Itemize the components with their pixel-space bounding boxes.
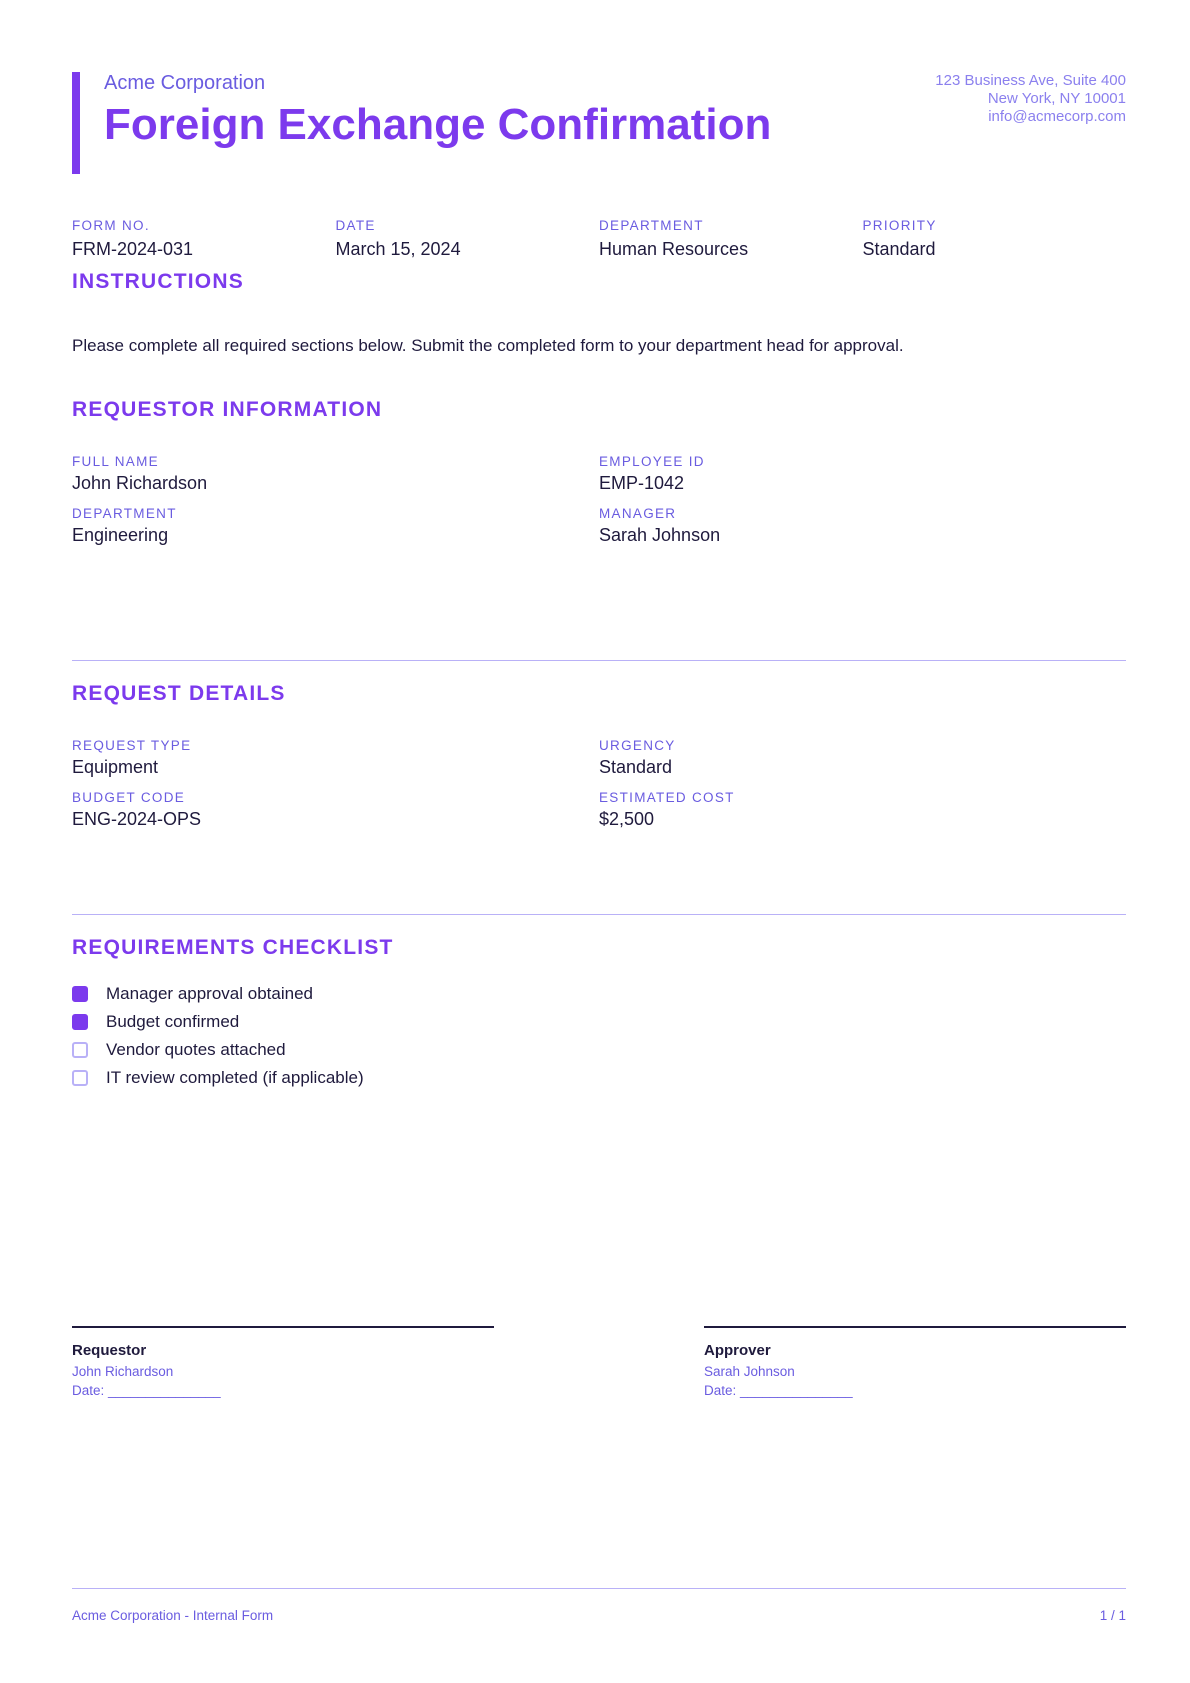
checklist-item xyxy=(72,1008,364,1036)
document-title: Foreign Exchange Confirmation xyxy=(104,100,772,149)
document-header xyxy=(72,72,1126,176)
field-urgency xyxy=(599,738,1126,778)
field-department xyxy=(72,506,599,546)
field-label: REQUEST TYPE xyxy=(72,738,192,753)
address-line-2: New York, NY 10001 xyxy=(987,90,1126,107)
section-divider xyxy=(72,914,1126,915)
company-address xyxy=(935,72,1126,126)
field-manager xyxy=(599,506,1126,546)
signature-role: Requestor xyxy=(72,1342,147,1359)
field-value: Engineering xyxy=(72,525,169,545)
signature-role: Approver xyxy=(704,1342,771,1359)
requestor-heading: REQUESTOR INFORMATION xyxy=(72,398,383,421)
signature-line[interactable] xyxy=(704,1326,1126,1328)
signature-date: Date: _______________ xyxy=(704,1383,853,1398)
field-label: URGENCY xyxy=(599,738,676,753)
request-details-heading: REQUEST DETAILS xyxy=(72,682,286,705)
field-label: MANAGER xyxy=(599,506,677,521)
signature-line[interactable] xyxy=(72,1326,494,1328)
meta-value: March 15, 2024 xyxy=(335,239,461,259)
meta-label: DATE xyxy=(335,218,376,233)
form-page xyxy=(72,0,1126,1683)
field-label: BUDGET CODE xyxy=(72,790,186,805)
meta-date xyxy=(336,218,600,260)
meta-label: PRIORITY xyxy=(862,218,937,233)
field-value: Standard xyxy=(599,757,673,777)
checkbox[interactable] xyxy=(72,1014,88,1030)
checkbox[interactable] xyxy=(72,986,88,1002)
signature-date: Date: _______________ xyxy=(72,1383,221,1398)
page-number: 1 / 1 xyxy=(1099,1608,1126,1623)
instructions-text: Please complete all required sections below. Submit the completed form to your department head for approval. xyxy=(72,336,904,355)
meta-label: DEPARTMENT xyxy=(599,218,704,233)
meta-label: FORM NO. xyxy=(72,218,150,233)
field-full-name xyxy=(72,454,599,494)
signature-name: John Richardson xyxy=(72,1364,174,1379)
field-value: John Richardson xyxy=(72,473,208,493)
field-request-type xyxy=(72,738,599,778)
checklist-item xyxy=(72,980,364,1008)
section-divider xyxy=(72,660,1126,661)
header-accent-bar xyxy=(72,72,80,174)
field-budget-code xyxy=(72,790,599,830)
footer-divider xyxy=(72,1588,1126,1589)
meta-form-number xyxy=(72,218,336,260)
instructions-heading: INSTRUCTIONS xyxy=(72,270,244,293)
meta-value: Standard xyxy=(862,239,936,259)
requestor-signature-block xyxy=(72,1326,494,1398)
field-label: EMPLOYEE ID xyxy=(599,454,705,469)
checklist-item-label: Manager approval obtained xyxy=(106,984,313,1003)
field-estimated-cost xyxy=(599,790,1126,830)
checklist-item-label: IT review completed (if applicable) xyxy=(106,1068,364,1087)
requestor-fields xyxy=(72,454,1126,546)
footer-text: Acme Corporation - Internal Form xyxy=(72,1608,274,1623)
field-value: $2,500 xyxy=(599,809,655,829)
checklist-item-label: Budget confirmed xyxy=(106,1012,240,1031)
meta-department xyxy=(599,218,863,260)
field-label: ESTIMATED COST xyxy=(599,790,735,805)
field-label: FULL NAME xyxy=(72,454,159,469)
address-line-1: 123 Business Ave, Suite 400 xyxy=(935,72,1126,89)
checkbox[interactable] xyxy=(72,1042,88,1058)
checkbox[interactable] xyxy=(72,1070,88,1086)
meta-priority xyxy=(863,218,1127,260)
company-email: info@acmecorp.com xyxy=(988,108,1126,125)
company-name: Acme Corporation xyxy=(104,72,266,94)
field-value: Sarah Johnson xyxy=(599,525,721,545)
field-value: ENG-2024-OPS xyxy=(72,809,202,829)
checklist-item xyxy=(72,1036,364,1064)
request-details-fields xyxy=(72,738,1126,830)
field-label: DEPARTMENT xyxy=(72,506,177,521)
meta-value: FRM-2024-031 xyxy=(72,239,194,259)
field-value: Equipment xyxy=(72,757,159,777)
field-value: EMP-1042 xyxy=(599,473,685,493)
checklist-item xyxy=(72,1064,364,1092)
meta-value: Human Resources xyxy=(599,239,749,259)
signature-name: Sarah Johnson xyxy=(704,1364,795,1379)
approver-signature-block xyxy=(704,1326,1126,1398)
requirements-checklist xyxy=(72,980,364,1092)
form-meta-row xyxy=(72,218,1126,260)
field-employee-id xyxy=(599,454,1126,494)
checklist-heading: REQUIREMENTS CHECKLIST xyxy=(72,936,394,959)
checklist-item-label: Vendor quotes attached xyxy=(106,1040,286,1059)
